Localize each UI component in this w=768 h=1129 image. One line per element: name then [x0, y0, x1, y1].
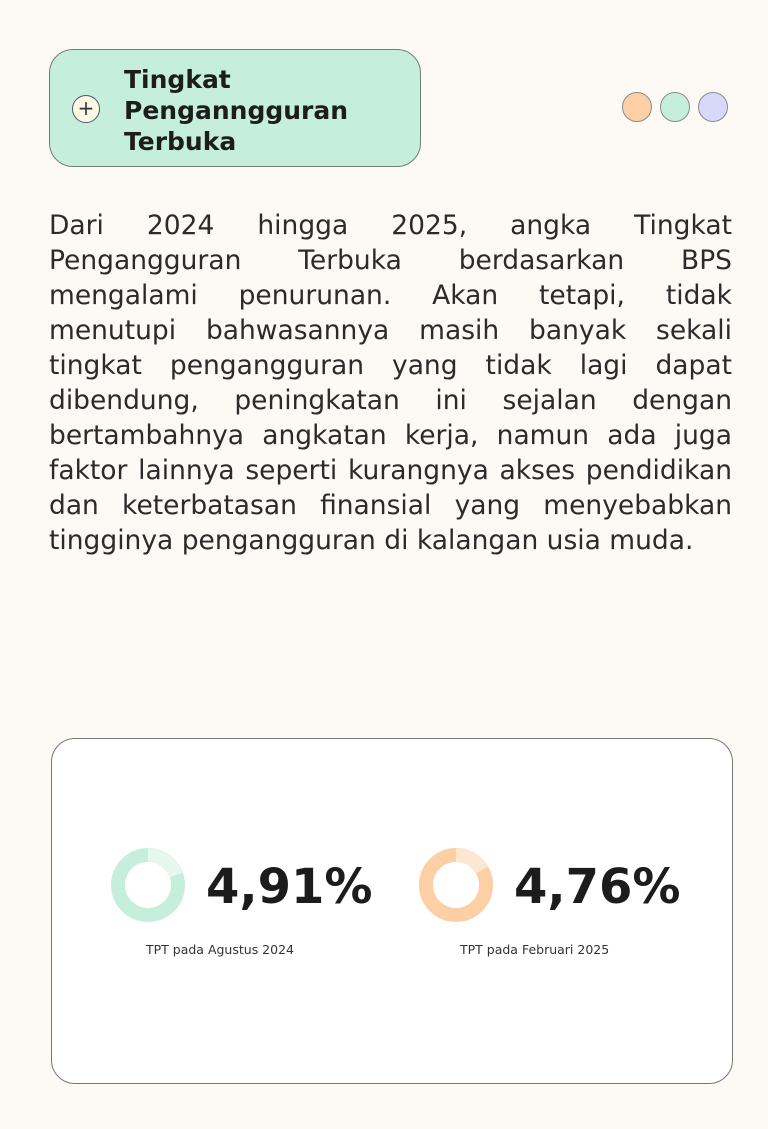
stats-card [51, 738, 733, 1084]
title-line: Tingkat [124, 65, 231, 94]
stat-value: 4,76% [514, 859, 681, 915]
title-line: Penganngguran [124, 96, 349, 125]
section-title [124, 64, 348, 157]
purple-dot-icon [698, 92, 728, 122]
orange-dot-icon [622, 92, 652, 122]
stat-caption: TPT pada Agustus 2024 [146, 942, 294, 957]
stat-value: 4,91% [206, 859, 373, 915]
window-dots [622, 92, 728, 122]
title-line: Terbuka [124, 127, 237, 156]
description-paragraph: Dari 2024 hingga 2025, angka Tingkat Pengangguran Terbuka berdasarkan BPS mengalami penurunan. Akan tetapi, tidak menutupi bahwasannya masih banyak sekali tingkat pengangguran yang tidak lagi dapat dibendung, peningkatan ini sejalan dengan bertambahnya angkatan kerja, namun ada juga faktor lainnya seperti kurangnya akses pendidikan dan keterbatasan finansial yang menyebabkan tingginya pengangguran di kalangan usia muda. [49, 210, 732, 556]
donut-chart-icon [110, 847, 186, 923]
stat-caption: TPT pada Februari 2025 [460, 942, 610, 957]
donut-chart-icon [418, 847, 494, 923]
green-dot-icon [660, 92, 690, 122]
plus-circle-icon[interactable]: + [72, 95, 100, 123]
section-title-badge [49, 49, 421, 167]
